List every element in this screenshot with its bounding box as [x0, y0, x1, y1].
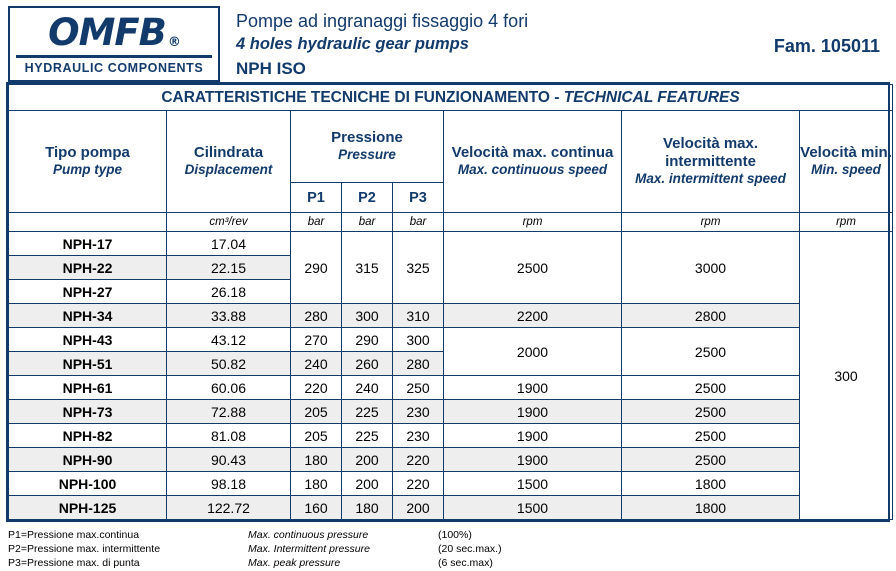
cell-displacement: 22.15 — [167, 256, 291, 280]
header-max-int-en: Max. intermittent speed — [635, 171, 786, 187]
table-row — [9, 400, 893, 424]
cell-p3: 230 — [393, 424, 444, 448]
header-displacement-en: Displacement — [184, 162, 273, 178]
cell-displacement: 72.88 — [167, 400, 291, 424]
header-displacement-it: Cilindrata — [193, 144, 264, 162]
footnote-column-english — [248, 528, 438, 571]
footnote-p2-duration: (20 sec.max.) — [438, 543, 502, 556]
cell-p3: 230 — [393, 400, 444, 424]
logo-divider — [16, 55, 212, 58]
footnote-p2-en: Max. Intermittent pressure — [248, 543, 370, 556]
cell-p1: 160 — [291, 496, 342, 520]
logo-word-text: OMFB — [48, 10, 166, 54]
cell-p3: 200 — [393, 496, 444, 520]
cell-displacement: 33.88 — [167, 304, 291, 328]
cell-p3: 220 — [393, 472, 444, 496]
page-header — [0, 0, 896, 82]
cell-displacement: 50.82 — [167, 352, 291, 376]
document-title-block — [236, 6, 774, 80]
footnote-p3-it: P3=Pressione max. di punta — [8, 557, 140, 570]
cell-max-int: 1800 — [622, 472, 800, 496]
cell-p2: 200 — [342, 472, 393, 496]
table-row — [9, 328, 893, 352]
table-row — [9, 304, 893, 328]
header-p3: P3 — [393, 183, 444, 213]
unit-p1: bar — [291, 213, 342, 232]
footnotes — [0, 522, 896, 571]
unit-max-cont: rpm — [444, 213, 622, 232]
cell-p2: 240 — [342, 376, 393, 400]
technical-features-table — [6, 82, 890, 522]
cell-max-int: 2500 — [622, 328, 800, 376]
cell-max-cont: 1900 — [444, 448, 622, 472]
registered-trademark-icon: ® — [167, 34, 180, 50]
cell-p3: 220 — [393, 448, 444, 472]
header-max-int-it: Velocità max. intermittente — [662, 135, 759, 171]
header-max-intermittent-speed — [622, 111, 800, 213]
cell-max-cont: 1500 — [444, 496, 622, 520]
cell-max-cont: 2200 — [444, 304, 622, 328]
cell-max-int: 3000 — [622, 232, 800, 304]
header-p1: P1 — [291, 183, 342, 213]
footnote-p3-en: Max. peak pressure — [248, 557, 341, 570]
unit-p2: bar — [342, 213, 393, 232]
header-min-speed — [800, 111, 893, 213]
table-row — [9, 232, 893, 256]
cell-p1: 205 — [291, 400, 342, 424]
unit-max-int: rpm — [622, 213, 800, 232]
header-pump-type-it: Tipo pompa — [45, 144, 130, 162]
header-pressure-en: Pressure — [338, 147, 396, 163]
cell-p3: 250 — [393, 376, 444, 400]
footnote-p1-duration: (100%) — [438, 529, 472, 541]
cell-displacement: 90.43 — [167, 448, 291, 472]
unit-min-speed: rpm — [800, 213, 893, 232]
table-row — [9, 424, 893, 448]
omfb-logo — [8, 6, 220, 82]
footnote-p3-duration: (6 sec.max) — [438, 557, 493, 570]
cell-pump-type: NPH-82 — [9, 424, 167, 448]
table-row — [9, 496, 893, 520]
cell-displacement: 81.08 — [167, 424, 291, 448]
table-banner — [9, 85, 893, 111]
table-row — [9, 448, 893, 472]
title-italian: Pompe ad ingranaggi fissaggio 4 fori — [236, 11, 529, 31]
title-model: NPH ISO — [236, 58, 306, 78]
cell-p3: 280 — [393, 352, 444, 376]
header-max-cont-it: Velocità max. continua — [451, 144, 614, 162]
cell-p1: 220 — [291, 376, 342, 400]
cell-max-cont: 2000 — [444, 328, 622, 376]
logo-wordmark — [48, 10, 180, 54]
cell-p2: 200 — [342, 448, 393, 472]
cell-pump-type: NPH-34 — [9, 304, 167, 328]
footnote-column-italian — [8, 528, 248, 571]
table-row — [9, 472, 893, 496]
header-p2: P2 — [342, 183, 393, 213]
cell-min-speed: 300 — [800, 232, 893, 520]
cell-p2: 225 — [342, 424, 393, 448]
cell-max-int: 2500 — [622, 376, 800, 400]
header-max-continuous-speed — [444, 111, 622, 213]
cell-p3: 325 — [393, 232, 444, 304]
cell-p2: 180 — [342, 496, 393, 520]
cell-p2: 225 — [342, 400, 393, 424]
cell-p1: 205 — [291, 424, 342, 448]
unit-p3: bar — [393, 213, 444, 232]
footnote-column-duration — [438, 528, 588, 571]
cell-p1: 280 — [291, 304, 342, 328]
cell-p2: 290 — [342, 328, 393, 352]
header-min-speed-en: Min. speed — [811, 162, 881, 178]
cell-p1: 290 — [291, 232, 342, 304]
family-code: Fam. 105011 — [773, 36, 880, 56]
cell-displacement: 17.04 — [167, 232, 291, 256]
cell-pump-type: NPH-51 — [9, 352, 167, 376]
table-row — [9, 376, 893, 400]
title-english: 4 holes hydraulic gear pumps — [236, 34, 469, 53]
cell-max-cont: 1900 — [444, 424, 622, 448]
header-pressure-it: Pressione — [331, 129, 403, 147]
footnote-p1-en: Max. continuous pressure — [248, 529, 369, 541]
cell-pump-type: NPH-61 — [9, 376, 167, 400]
cell-p2: 260 — [342, 352, 393, 376]
cell-max-int: 2500 — [622, 424, 800, 448]
cell-pump-type: NPH-43 — [9, 328, 167, 352]
cell-pump-type: NPH-125 — [9, 496, 167, 520]
cell-p1: 180 — [291, 448, 342, 472]
cell-displacement: 98.18 — [167, 472, 291, 496]
banner-italian: CARATTERISTICHE TECNICHE DI FUNZIONAMENTO - — [161, 88, 564, 106]
cell-displacement: 122.72 — [167, 496, 291, 520]
cell-p3: 310 — [393, 304, 444, 328]
logo-subtitle: HYDRAULIC COMPONENTS — [24, 60, 204, 75]
header-max-cont-en: Max. continuous speed — [457, 162, 608, 178]
cell-max-cont: 1900 — [444, 376, 622, 400]
footnote-p1-it: P1=Pressione max.continua — [8, 529, 140, 541]
cell-displacement: 43.12 — [167, 328, 291, 352]
cell-pump-type: NPH-73 — [9, 400, 167, 424]
cell-max-int: 1800 — [622, 496, 800, 520]
cell-max-int: 2500 — [622, 448, 800, 472]
unit-blank — [9, 213, 167, 232]
cell-max-cont: 2500 — [444, 232, 622, 304]
cell-displacement: 26.18 — [167, 280, 291, 304]
cell-pump-type: NPH-17 — [9, 232, 167, 256]
cell-p1: 240 — [291, 352, 342, 376]
cell-p2: 315 — [342, 232, 393, 304]
cell-pump-type: NPH-90 — [9, 448, 167, 472]
header-min-speed-it: Velocità min. — [800, 144, 892, 162]
cell-max-int: 2500 — [622, 400, 800, 424]
cell-max-cont: 1500 — [444, 472, 622, 496]
cell-max-cont: 1900 — [444, 400, 622, 424]
cell-displacement: 60.06 — [167, 376, 291, 400]
cell-p1: 180 — [291, 472, 342, 496]
header-pressure — [291, 111, 444, 183]
header-displacement — [167, 111, 291, 213]
header-pump-type-en: Pump type — [52, 162, 122, 178]
banner-english: TECHNICAL FEATURES — [563, 88, 740, 106]
cell-pump-type: NPH-27 — [9, 280, 167, 304]
cell-pump-type: NPH-100 — [9, 472, 167, 496]
cell-pump-type: NPH-22 — [9, 256, 167, 280]
cell-p1: 270 — [291, 328, 342, 352]
cell-p3: 300 — [393, 328, 444, 352]
cell-max-int: 2800 — [622, 304, 800, 328]
header-pump-type — [9, 111, 167, 213]
cell-p2: 300 — [342, 304, 393, 328]
footnote-p2-it: P2=Pressione max. intermittente — [8, 543, 161, 556]
unit-displacement: cm³/rev — [167, 213, 291, 232]
